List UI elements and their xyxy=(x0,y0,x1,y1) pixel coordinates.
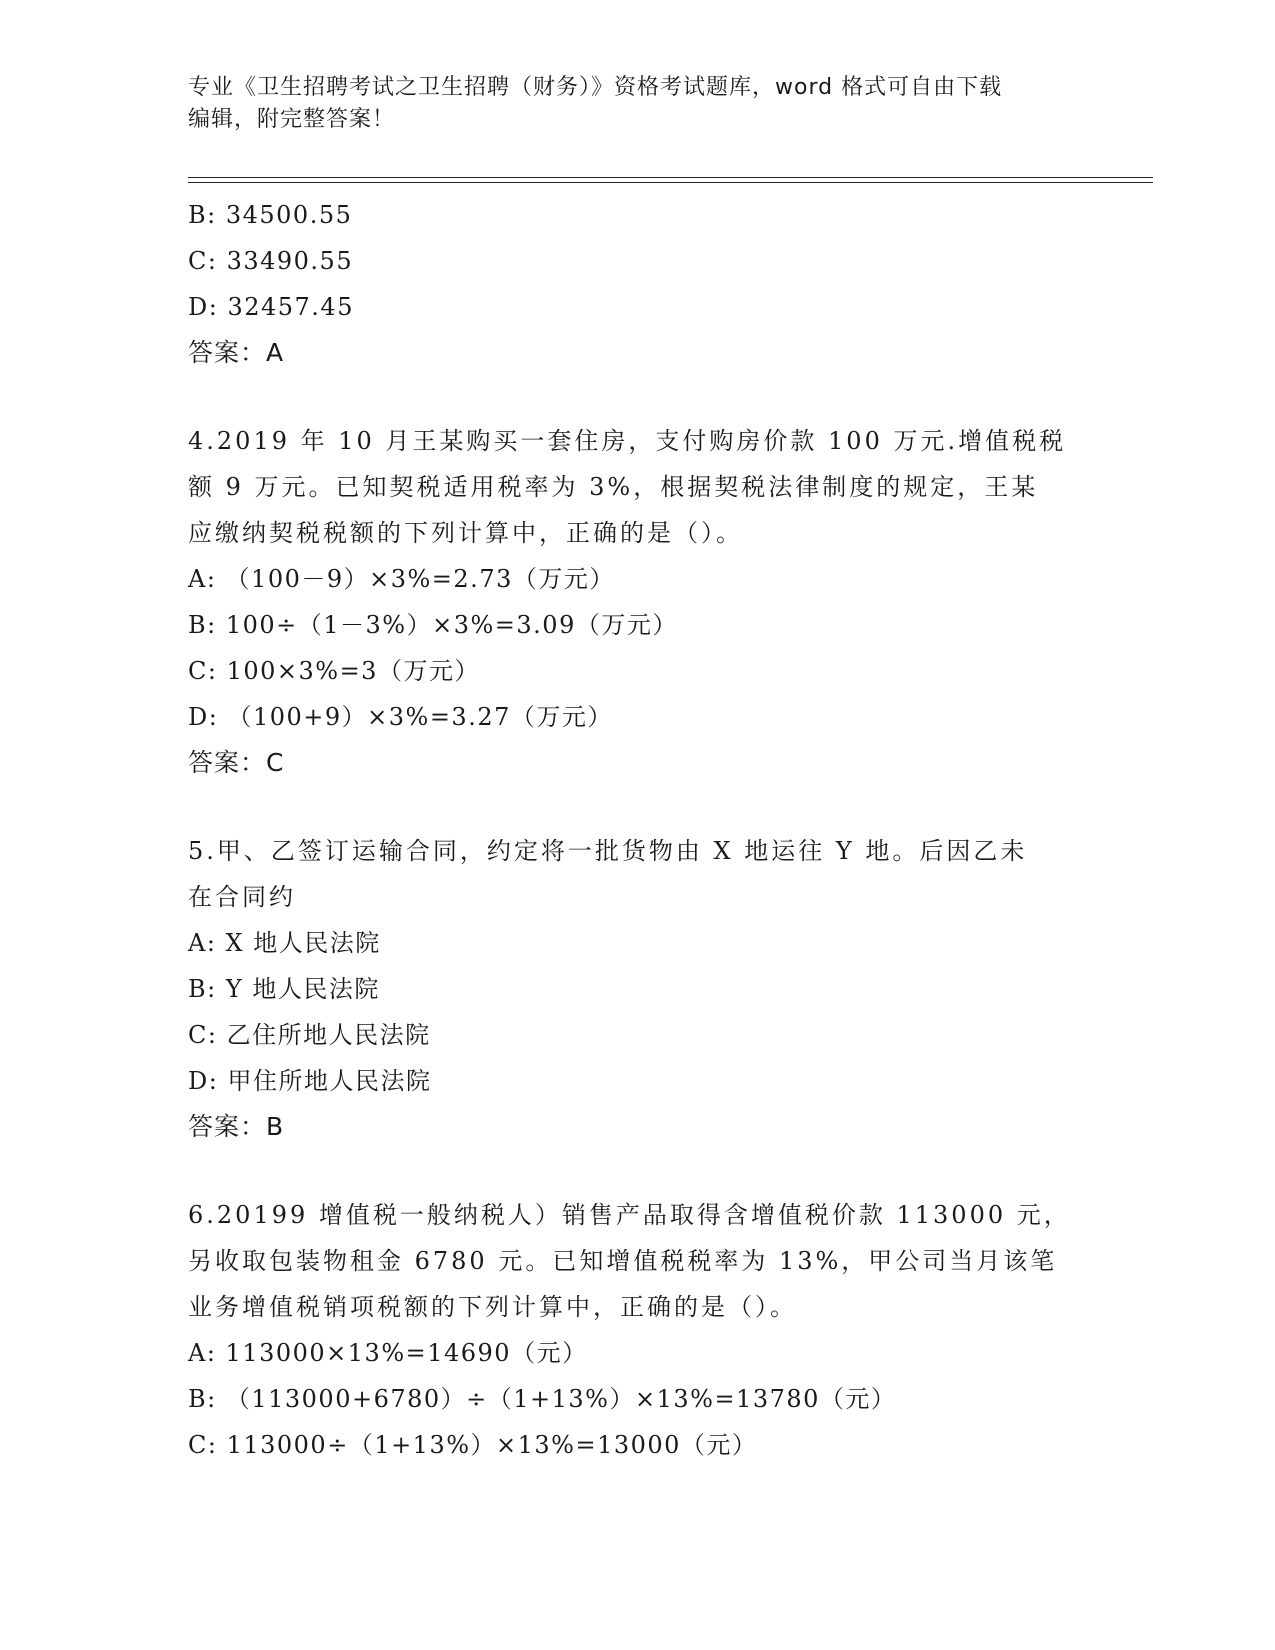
option-c: C: 100×3%=3（万元） xyxy=(188,657,480,685)
question-text xyxy=(188,1192,1078,1330)
option-b: B: （113000+6780）÷（1+13%）×13%=13780（元） xyxy=(188,1385,897,1413)
question-line: 业务增值税销项税额的下列计算中，正确的是（）。 xyxy=(188,1293,797,1321)
question-6 xyxy=(188,1192,1088,1468)
question-text xyxy=(188,828,1078,920)
question-line: 4.2019 年 10 月王某购买一套住房，支付购房价款 100 万元.增值税税 xyxy=(188,427,1067,455)
option-d: D: （100+9）×3%=3.27（万元） xyxy=(188,703,613,731)
question-3 xyxy=(188,192,1088,376)
header-divider-top xyxy=(188,177,1153,178)
question-line: 应缴纳契税税额的下列计算中，正确的是（）。 xyxy=(188,519,743,547)
page-header xyxy=(188,72,1068,136)
option-a: A: 113000×13%=14690（元） xyxy=(188,1339,588,1367)
question-line: 另收取包装物租金 6780 元。已知增值税税率为 13%，甲公司当月该笔 xyxy=(188,1247,1058,1275)
question-line: 在合同约 xyxy=(188,883,296,911)
option-d: D: 甲住所地人民法院 xyxy=(188,1067,432,1095)
option-a: A: （100－9）×3%=2.73（万元） xyxy=(188,565,615,593)
question-5 xyxy=(188,828,1088,1150)
question-line: 6.20199 增值税一般纳税人）销售产品取得含增值税价款 113000 元， xyxy=(188,1201,1071,1229)
header-divider-bottom xyxy=(188,182,1153,183)
answer: 答案：B xyxy=(188,1112,285,1141)
question-4 xyxy=(188,418,1088,786)
option-c: C: 113000÷（1+13%）×13%=13000（元） xyxy=(188,1431,758,1459)
option-b: B: 100÷（1－3%）×3%=3.09（万元） xyxy=(188,611,678,639)
option-c: C: 33490.55 xyxy=(188,247,354,275)
answer: 答案：A xyxy=(188,338,285,367)
option-a: A: X 地人民法院 xyxy=(188,929,381,957)
option-b: B: 34500.55 xyxy=(188,201,353,229)
question-line: 额 9 万元。已知契税适用税率为 3%，根据契税法律制度的规定，王某 xyxy=(188,473,1039,501)
document-body xyxy=(188,192,1088,1468)
question-line: 5.甲、乙签订运输合同，约定将一批货物由 X 地运往 Y 地。后因乙未 xyxy=(188,837,1028,865)
question-text xyxy=(188,418,1078,556)
header-line-2: 编辑，附完整答案！ xyxy=(188,107,396,132)
option-d: D: 32457.45 xyxy=(188,293,354,321)
header-line-1: 专业《卫生招聘考试之卫生招聘（财务）》资格考试题库，word 格式可自由下载 xyxy=(188,75,1003,100)
option-c: C: 乙住所地人民法院 xyxy=(188,1021,431,1049)
option-b: B: Y 地人民法院 xyxy=(188,975,380,1003)
answer: 答案：C xyxy=(188,748,285,777)
